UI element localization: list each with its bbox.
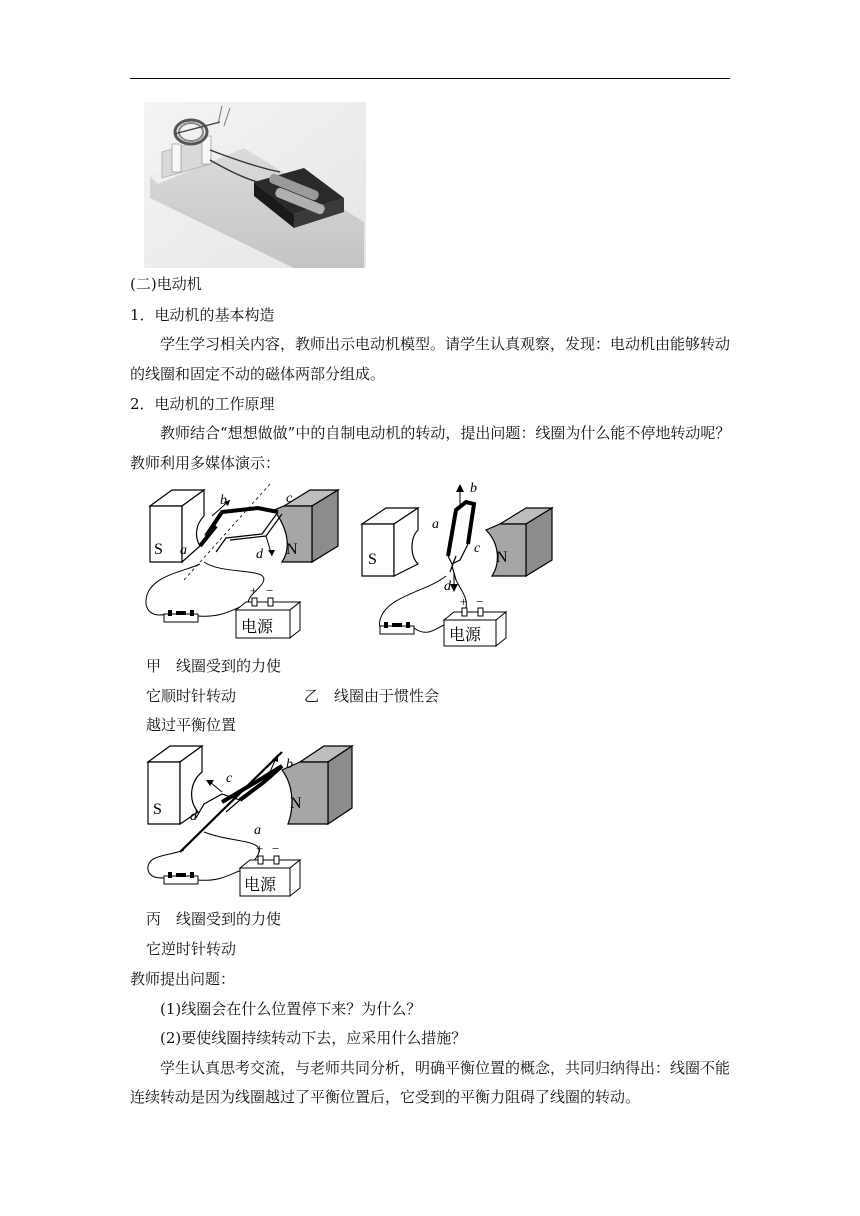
figure-bing-caption-line1: 丙 线圈受到的力使 bbox=[146, 910, 282, 928]
conclusion-line1: 学生认真思考交流，与老师共同分析，明确平衡位置的概念，共同归纳得出：线圈不能 bbox=[160, 1059, 731, 1077]
coil-d-label: d bbox=[190, 809, 197, 824]
power-label: 电源 bbox=[241, 619, 274, 636]
magnet-n-label: N bbox=[286, 541, 298, 558]
magnet-n-label: N bbox=[290, 795, 302, 812]
figure-yi-caption-line2: 越过平衡位置 bbox=[146, 716, 237, 734]
figure-yi-caption-line1: 乙 线圈由于惯性会 bbox=[304, 687, 440, 705]
figure-bing-diagram bbox=[144, 742, 356, 902]
coil-a-label: a bbox=[180, 543, 187, 558]
coil-b-label: b bbox=[220, 493, 227, 508]
coil-d-label: d bbox=[256, 547, 263, 562]
coil-d-label: d bbox=[444, 579, 451, 594]
figure-jia-diagram bbox=[144, 480, 340, 652]
figure-jia-caption-line1: 甲 线圈受到的力使 bbox=[146, 657, 282, 675]
magnet-n-label: N bbox=[496, 549, 508, 566]
item1-paragraph-line2: 的线圈和固定不动的磁体两部分组成。 bbox=[130, 365, 386, 383]
plus-sign: + bbox=[250, 583, 258, 598]
header-rule bbox=[130, 78, 730, 79]
magnet-s-label: S bbox=[368, 551, 377, 568]
question-2: (2)要使线圈持续转动下去，应采用什么措施？ bbox=[160, 1029, 467, 1047]
figure-jia-caption-line2: 它顺时针转动 bbox=[146, 687, 237, 705]
coil-a-label: a bbox=[254, 823, 261, 838]
item1-paragraph-line1: 学生学习相关内容，教师出示电动机模型。请学生认真观察，发现：电动机由能够转动 bbox=[160, 335, 731, 353]
plus-sign: + bbox=[460, 594, 468, 609]
power-label: 电源 bbox=[244, 877, 277, 894]
minus-sign: − bbox=[272, 841, 280, 856]
coil-c-label: c bbox=[474, 541, 481, 556]
conclusion-line2: 连续转动是因为线圈越过了平衡位置后，它受到的平衡力阻碍了线圈的转动。 bbox=[130, 1088, 641, 1106]
plus-sign: + bbox=[256, 841, 264, 856]
coil-b-label: b bbox=[286, 757, 293, 772]
question-1: (1)线圈会在什么位置停下来？为什么？ bbox=[160, 1000, 422, 1018]
item2-heading: 2．电动机的工作原理 bbox=[130, 395, 275, 413]
question-intro: 教师提出问题： bbox=[130, 970, 236, 988]
power-label: 电源 bbox=[449, 627, 482, 644]
magnet-s-label: S bbox=[153, 801, 162, 818]
coil-b-label: b bbox=[470, 481, 477, 496]
item2-paragraph-line1: 教师结合“想想做做”中的自制电动机的转动，提出问题：线圈为什么能不停地转动呢？ bbox=[160, 424, 731, 442]
section-title: (二)电动机 bbox=[130, 275, 202, 293]
coil-a-label: a bbox=[432, 517, 439, 532]
item1-heading: 1．电动机的基本构造 bbox=[130, 306, 275, 324]
coil-c-label: c bbox=[286, 491, 293, 506]
magnet-s-label: S bbox=[154, 541, 163, 558]
motor-model-photo bbox=[144, 102, 366, 268]
coil-c-label: c bbox=[226, 771, 233, 786]
figure-yi-diagram bbox=[356, 480, 556, 652]
item2-paragraph-line2: 教师利用多媒体演示： bbox=[130, 454, 281, 472]
minus-sign: − bbox=[266, 583, 274, 598]
minus-sign: − bbox=[476, 594, 484, 609]
figure-bing-caption-line2: 它逆时针转动 bbox=[146, 940, 237, 958]
